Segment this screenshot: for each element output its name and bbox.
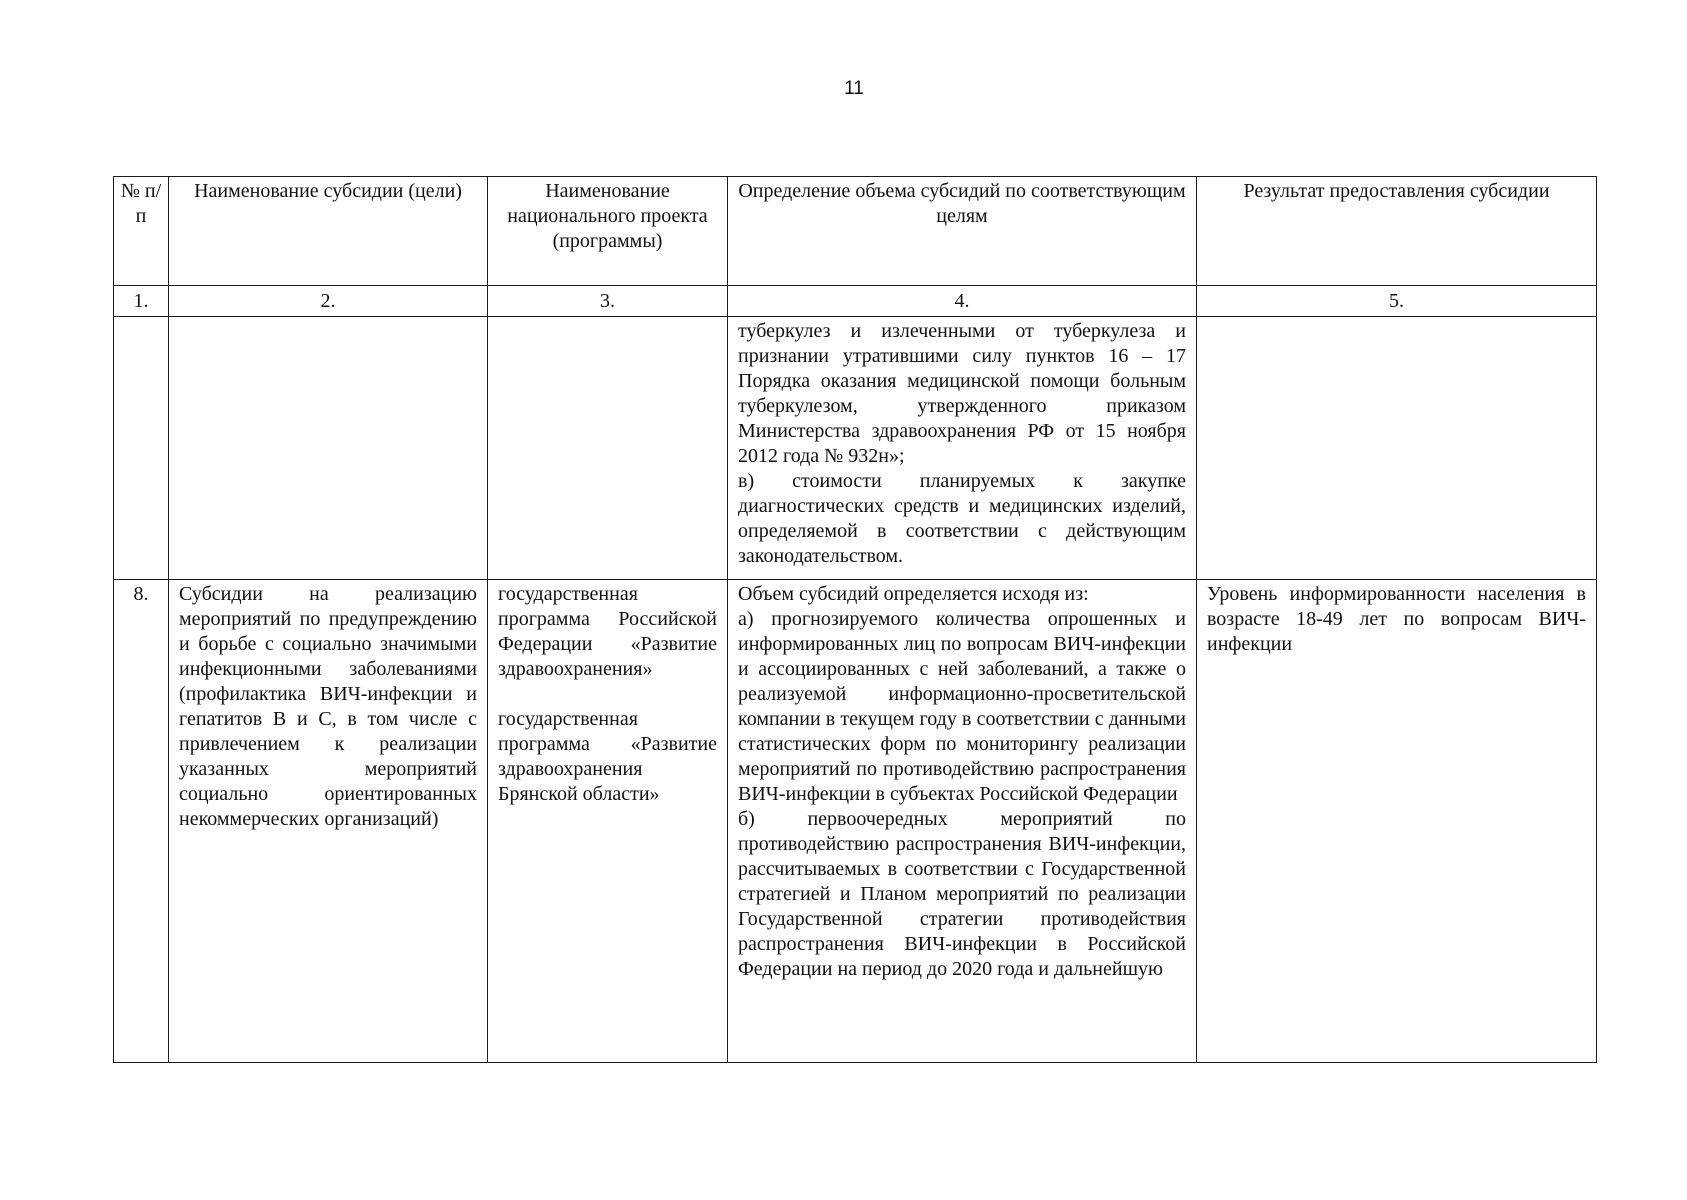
column-number-row [114,286,1597,317]
cell-empty [1197,317,1597,580]
header-result: Результат предоставления субсидии [1197,177,1597,286]
table-row-8 [114,580,1597,1063]
header-subsidy-name: Наименование субсидии (цели) [169,177,488,286]
row-number: 8. [114,580,169,1063]
cell-result [1197,580,1597,1063]
header-volume-definition: Определение объема субсидий по соответствующим целям [728,177,1197,286]
column-number-5: 5. [1197,286,1597,317]
volume-item-a: а) прогнозируемого количества опрошенных и информированных лиц по вопросам ВИЧ-инфекции и ассоциированных с ней заболеваний, а также о реализуемой информационно-просветительской компании в текущем году в соответствии с данными статистических форм по мониторингу реализации мероприятий по противодействию распространения ВИЧ-инфекции в субъектах Российской Федерации [738,608,1186,805]
program-regional: государственная программа «Развитие здравоохранения Брянской области» [498,708,717,805]
cell-empty [169,317,488,580]
subsidy-name-text: Субсидии на реализацию мероприятий по предупреждению и борьбе с социально значимыми инфекционными заболеваниями (профилактика ВИЧ-инфекции и гепатитов B и C, в том числе с привлечением к реализации указанных мероприятий социально ориентированных некоммерческих организаций) [179,583,477,830]
column-number-1: 1. [114,286,169,317]
table-header-row [114,177,1597,286]
page-number: 11 [844,78,864,99]
cell-subsidy-name [169,580,488,1063]
cell-national-project [488,580,728,1063]
volume-item-v: в) стоимости планируемых к закупке диагностических средств и медицинских изделий, определяемой в соответствии с действующим законодательством. [738,470,1186,567]
table-row-continuation [114,317,1597,580]
column-number-2: 2. [169,286,488,317]
cell-volume-definition [728,580,1197,1063]
subsidy-table [113,176,1597,1063]
column-number-4: 4. [728,286,1197,317]
cell-volume-continuation [728,317,1197,580]
program-federal: государственная программа Российской Федерации «Развитие здравоохранения» [498,583,717,680]
header-national-project: Наименование национального проекта (программы) [488,177,728,286]
volume-item-b: б) первоочередных мероприятий по противодействию распространения ВИЧ-инфекции, рассчитываемых в соответствии с Государственной стратегией и Планом мероприятий по реализации Государственной стратегии противодействия распространения ВИЧ-инфекции в Российской Федерации на период до 2020 года и дальнейшую [738,808,1186,980]
header-number: № п/п [114,177,169,286]
volume-intro: Объем субсидий определяется исходя из: [738,583,1089,605]
volume-continuation-text: туберкулез и излеченными от туберкулеза и признании утратившими силу пунктов 16 – 17 Порядка оказания медицинской помощи больным туберкулезом, утвержденного приказом Министерства здравоохранения РФ от 15 ноября 2012 года № 932н»; [738,320,1186,467]
result-text: Уровень информированности населения в возрасте 18-49 лет по вопросам ВИЧ-инфекции [1207,583,1586,655]
column-number-3: 3. [488,286,728,317]
cell-empty [488,317,728,580]
cell-empty [114,317,169,580]
